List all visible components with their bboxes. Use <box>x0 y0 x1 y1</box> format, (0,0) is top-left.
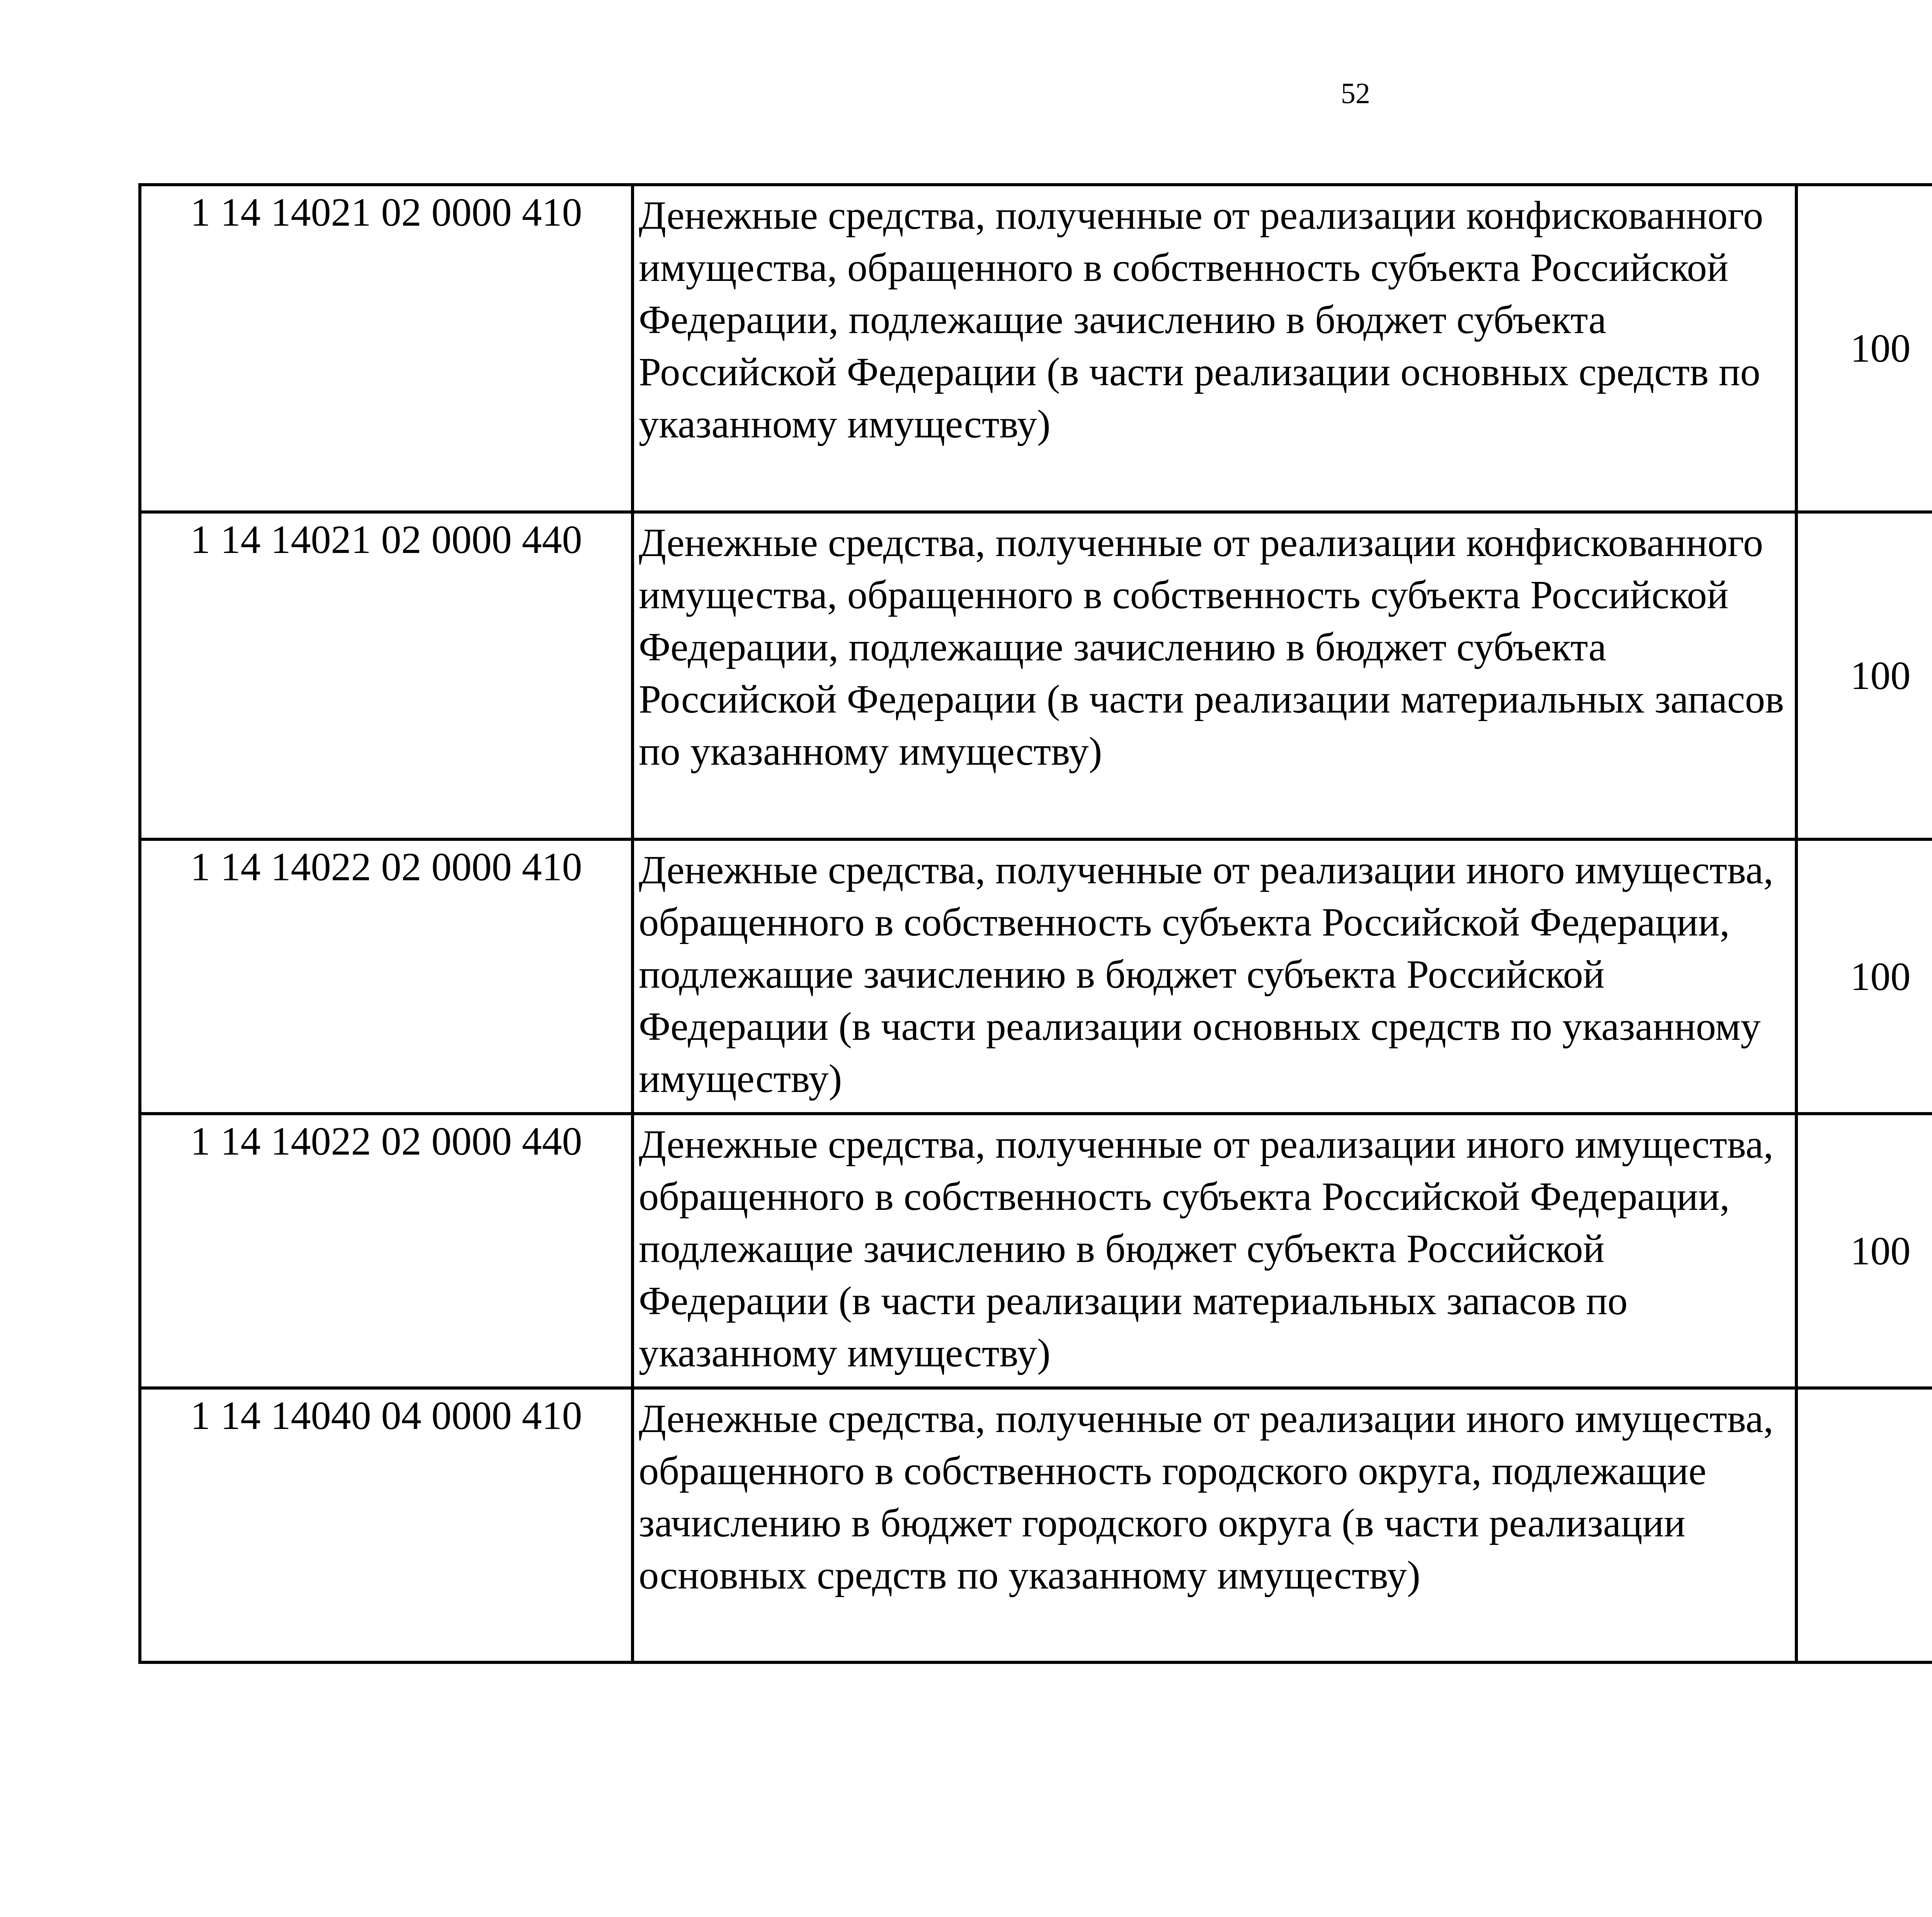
row-description: Денежные средства, полученные от реализации иного имущества, обращенного в собственность субъекта Российской Федерации, подлежащие зачислению в бюджет субъекта Российской Федерации (в части реализации материальных запасов по указанному имуществу) <box>633 1114 1796 1388</box>
row-description: Денежные средства, полученные от реализации конфискованного имущества, обращенного в собственность субъекта Российской Федерации, подлежащие зачислению в бюджет субъекта Российской Федерации (в части реализации материальных запасов по указанному имуществу) <box>633 512 1796 839</box>
revenue-table <box>138 183 1932 1664</box>
table-row <box>140 1114 1932 1388</box>
row-col3-value: 100 <box>1796 185 1932 512</box>
row-description: Денежные средства, полученные от реализации иного имущества, обращенного в собственность субъекта Российской Федерации, подлежащие зачислению в бюджет субъекта Российской Федерации (в части реализации основных средств по указанному имуществу) <box>633 839 1796 1114</box>
row-description: Денежные средства, полученные от реализации иного имущества, обращенного в собственность городского округа, подлежащие зачислению в бюджет городского округа (в части реализации основных средств по указанному имуществу) <box>633 1388 1796 1662</box>
row-code: 1 14 14021 02 0000 410 <box>140 185 633 512</box>
row-col3-value: 100 <box>1796 839 1932 1114</box>
table-row <box>140 1388 1932 1662</box>
row-col3-value: 100 <box>1796 1114 1932 1388</box>
row-code: 1 14 14022 02 0000 440 <box>140 1114 633 1388</box>
row-col3-value: 100 <box>1796 512 1932 839</box>
row-code: 1 14 14021 02 0000 440 <box>140 512 633 839</box>
row-code: 1 14 14040 04 0000 410 <box>140 1388 633 1662</box>
table-row <box>140 839 1932 1114</box>
table-row <box>140 185 1932 512</box>
row-description: Денежные средства, полученные от реализации конфискованного имущества, обращенного в собственность субъекта Российской Федерации, подлежащие зачислению в бюджет субъекта Российской Федерации (в части реализации основных средств по указанному имуществу) <box>633 185 1796 512</box>
row-code: 1 14 14022 02 0000 410 <box>140 839 633 1114</box>
page-number: 52 <box>1341 77 1370 110</box>
row-col3-value <box>1796 1388 1932 1662</box>
table-row <box>140 512 1932 839</box>
